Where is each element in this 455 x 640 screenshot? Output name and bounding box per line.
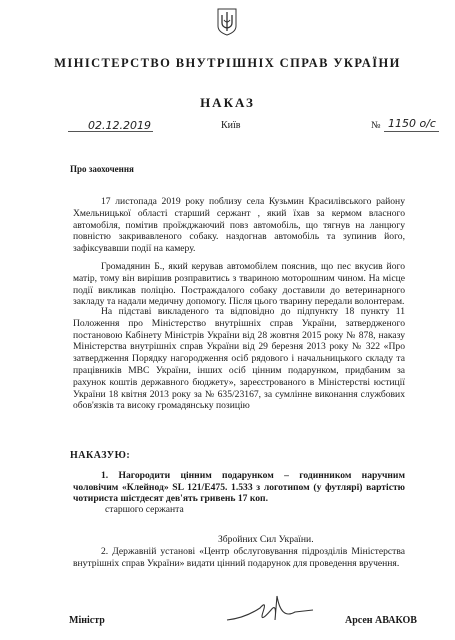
recipient-rank: старшого сержанта (105, 504, 184, 515)
order-number: 1150 о/с (388, 117, 436, 130)
recipient-unit: Збройних Сил України. (218, 534, 314, 545)
number-label: № (371, 120, 381, 131)
order-item-2: 2. Державній установі «Центр обслуговування підрозділів Міністерства внутрішніх справ України» видати цінний подарунок для проведення вручення. (73, 546, 405, 569)
handwritten-signature (225, 590, 315, 630)
document-type: НАКАЗ (200, 95, 255, 110)
paragraph-2 (73, 261, 405, 308)
paragraph-3 (73, 306, 405, 412)
ministry-title: МІНІСТЕРСТВО ВНУТРІШНІХ СПРАВ УКРАЇНИ (54, 56, 401, 70)
date-underline (68, 131, 153, 132)
order-item-1: 1. Нагородити цінним подарунком – годинником наручним чоловічим «Клейнод» SL 121/E475. 1.533 з логотипом (у футлярі) вартістю чотириста шістдесят дев'ять гривень 17 коп. (73, 470, 405, 504)
signer-name: Арсен АВАКОВ (345, 615, 417, 626)
paragraph-2-text: Громадянин Б., який керував автомобілем пояснив, що пес вкусив його матір, тому він вирішив розправитись з твариною моторошним чином. На місце події викликав поліцію. Постраждалого собаку доставили до ветеринарного закладу та надали медичну допомогу. Після цього тварину передали волонтерам. (73, 261, 405, 308)
order-heading: НАКАЗУЮ: (70, 450, 131, 461)
paragraph-3-text: На підставі викладеного та відповідно до підпункту 18 пункту 11 Положення про Міністерство внутрішніх справ України, затвердженого постановою Кабінету Міністрів України від 28 жовтня 2015 року № 878, наказу Міністерства внутрішніх справ України від 29 березня 2013 року № 322 «Про затвердження Порядку нагородження осіб рядового і начальницького складу та працівників МВС України, інших осіб цінним подарунком, придбаним за рахунок коштів державного бюджету», зареєстрованого в Міністерстві юстиції України 18 квітня 2013 року за № 635/23167, за сумлінне виконання службових обов'язків та високу громадянську позицію (73, 306, 405, 412)
order-date: 02.12.2019 (88, 119, 151, 132)
city: Київ (221, 120, 241, 131)
number-underline (384, 131, 439, 132)
signer-title: Міністр (69, 615, 105, 626)
coat-of-arms-icon (217, 8, 237, 36)
paragraph-1 (73, 196, 405, 255)
paragraph-1-text: 17 листопада 2019 року поблизу села Кузьмин Красилівського району Хмельницької області старший сержант , який їхав за кермом власного автомобіля, помітив проїжджаючий повз автомобіль, що тягнув на ланцюгу повністю закривавленого собаку. наздогнав автомобіль та зупинив його, зафіксувавши події на камеру. (73, 196, 405, 255)
subject: Про заохочення (70, 164, 134, 174)
